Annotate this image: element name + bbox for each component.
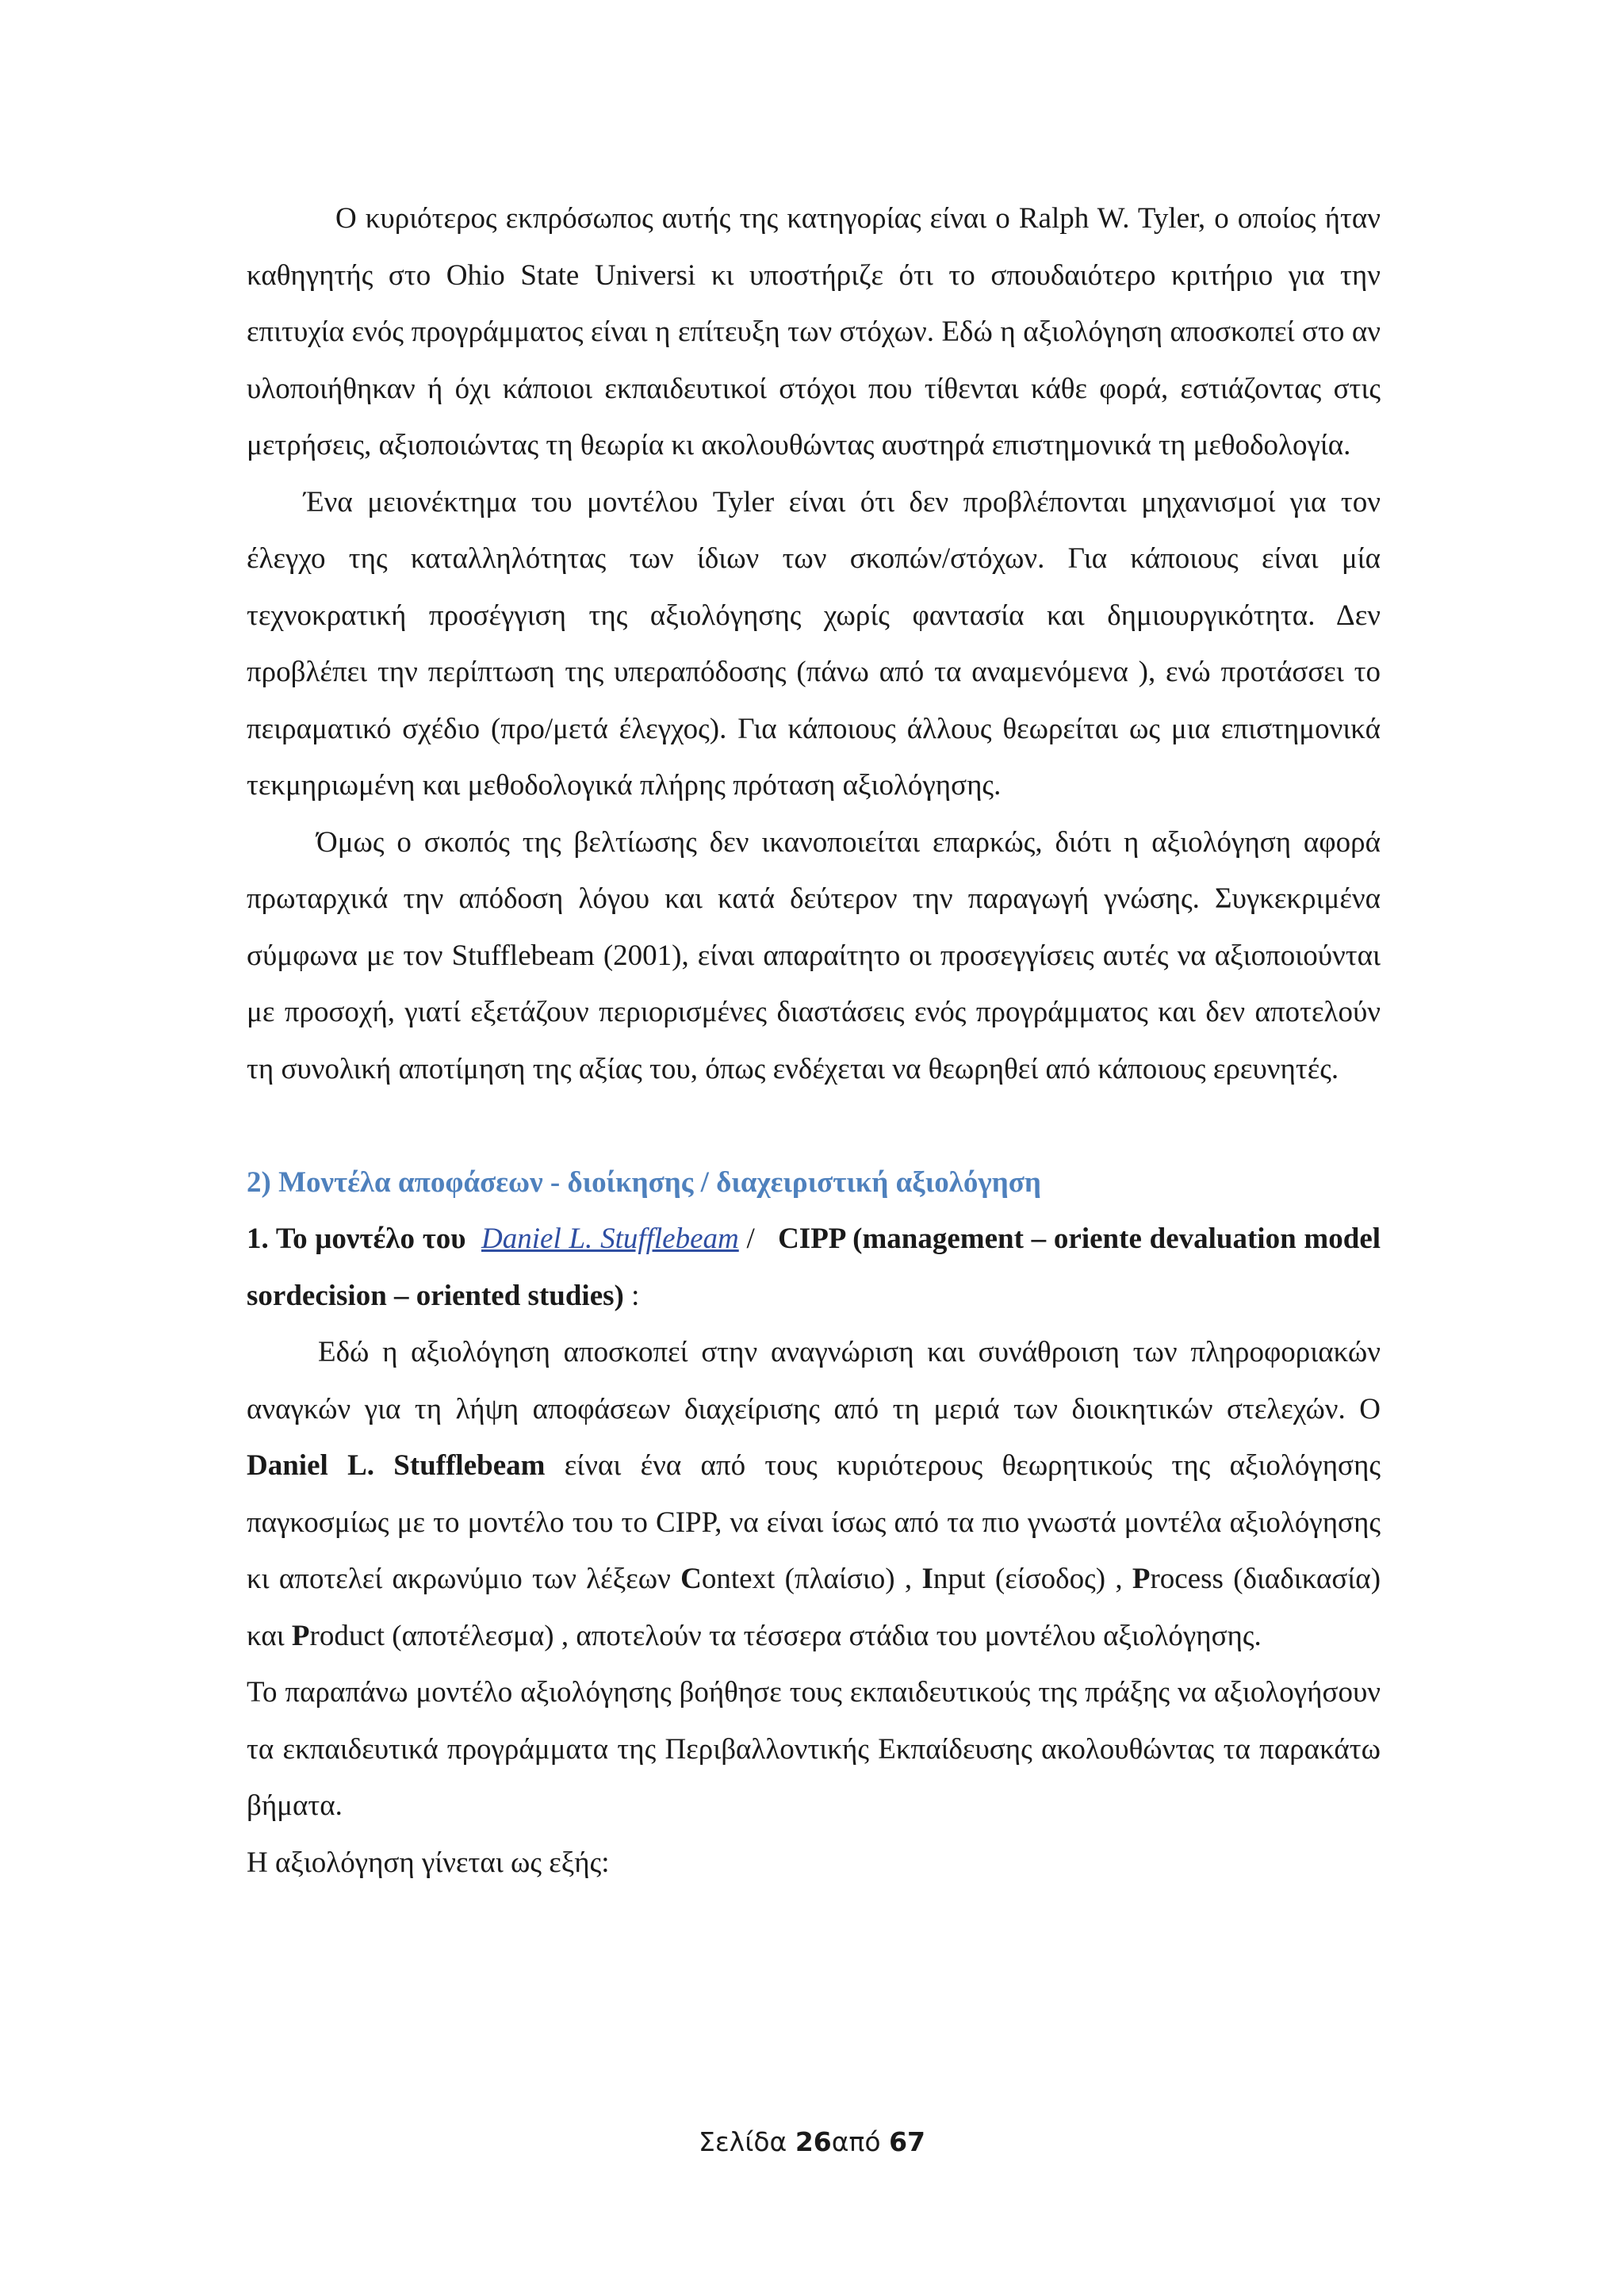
paragraph-steps-intro: Η αξιολόγηση γίνεται ως εξής:	[247, 1846, 610, 1879]
subheading-suffix: :	[631, 1279, 640, 1312]
page-content	[247, 190, 1381, 1891]
page-footer	[0, 2125, 1624, 2160]
blank-line	[247, 1097, 1381, 1154]
paragraph-cipp	[247, 1324, 1381, 1664]
acronym-context: ontext (πλαίσιο) ,	[701, 1563, 913, 1595]
cipp-text-part1: Εδώ η αξιολόγηση αποσκοπεί στην αναγνώριση και συνάθροιση των πληροφοριακών αναγκών για τη λήψη αποφάσεων διαχείρισης από τη μεριά των διοικητικών στελεχών. Ο	[247, 1336, 1381, 1425]
paragraph-tyler-drawbacks: Ένα μειονέκτημα του μοντέλου Tyler είναι ότι δεν προβλέπονται μηχανισμοί για τον έλεγχο της καταλληλότητας των ίδιων των σκοπών/στόχων. Για κάποιους είναι μία τεχνοκρατική προσέγγιση της αξιολόγησης χωρίς φαντασία και δημιουργικότητα. Δεν προβλέπει την περίπτωση της υπεραπόδοσης (πάνω από τα αναμενόμενα ), ενώ προτάσσει το πειραματικό σχέδιο (προ/μετά έλεγχος). Για κάποιους άλλους θεωρείται ως μια επιστημονικά τεκμηριωμένη και μεθοδολογικά πλήρης πρόταση αξιολόγησης.	[247, 485, 1381, 802]
footer-current-page: 26	[795, 2126, 832, 2157]
footer-of: από	[831, 2126, 881, 2157]
stufflebeam-link[interactable]: Daniel L. Stufflebeam	[481, 1223, 739, 1255]
subheading-rest: CIPP (management – oriente devaluation model sordecision – oriented studies)	[247, 1223, 1381, 1312]
footer-label: Σελίδα	[698, 2126, 787, 2157]
paragraph-application: Το παραπάνω μοντέλο αξιολόγησης βοήθησε τους εκπαιδευτικούς της πράξης να αξιολογήσουν τα εκπαιδευτικά προγράμματα της Περιβαλλοντικής Εκπαίδευσης ακολουθώντας τα παρακάτω βήματα.	[247, 1676, 1381, 1822]
section-heading: 2) Μοντέλα αποφάσεων - διοίκησης / διαχειριστική αξιολόγηση	[247, 1165, 1041, 1199]
acronym-letter-c: C	[680, 1563, 702, 1595]
subheading-separator: /	[746, 1223, 755, 1255]
acronym-process: rocess (διαδικασία) και	[247, 1563, 1381, 1652]
model-subheading	[247, 1211, 1381, 1324]
cipp-text-part2: είναι ένα από τους κυριότερους θεωρητικούς της αξιολόγησης παγκοσμίως με το μοντέλο του το CIPP, να είναι ίσως από τα πιο γνωστά μοντέλα αξιολόγησης κι αποτελεί ακρωνύμιο των λέξεων	[247, 1449, 1381, 1595]
stufflebeam-name: Daniel L. Stufflebeam	[247, 1449, 546, 1482]
acronym-letter-p2: P	[291, 1619, 310, 1652]
paragraph-tyler-intro: Ο κυριότερος εκπρόσωπος αυτής της κατηγορίας είναι ο Ralph W. Tyler, ο οποίος ήταν καθηγητής στο Ohio State Universi κι υποστήριζε ότι το σπουδαιότερο κριτήριο για την επιτυχία ενός προγράμματος είναι η επίτευξη των στόχων. Εδώ η αξιολόγηση αποσκοπεί στο αν υλοποιήθηκαν ή όχι κάποιοι εκπαιδευτικοί στόχοι που τίθενται κάθε φορά, εστιάζοντας στις μετρήσεις, αξιοποιώντας τη θεωρία κι ακολουθώντας αυστηρά επιστημονικά τη μεθοδολογία.	[247, 202, 1381, 461]
acronym-input: nput (είσοδος) ,	[933, 1563, 1123, 1595]
acronym-letter-i: I	[921, 1563, 933, 1595]
footer-total-pages: 67	[889, 2126, 925, 2157]
acronym-letter-p: P	[1132, 1563, 1151, 1595]
acronym-product: roduct (αποτέλεσμα) , αποτελούν τα τέσσερα στάδια του μοντέλου αξιολόγησης.	[309, 1619, 1262, 1652]
paragraph-improvement: Όμως ο σκοπός της βελτίωσης δεν ικανοποιείται επαρκώς, διότι η αξιολόγηση αφορά πρωταρχικά την απόδοση λόγου και κατά δεύτερον την παραγωγή γνώσης. Συγκεκριμένα σύμφωνα με τον Stufflebeam (2001), είναι απαραίτητο οι προσεγγίσεις αυτές να αξιοποιούνται με προσοχή, γιατί εξετάζουν περιορισμένες διαστάσεις ενός προγράμματος και δεν αποτελούν τη συνολική αποτίμηση της αξίας του, όπως ενδέχεται να θεωρηθεί από κάποιους ερευνητές.	[247, 825, 1381, 1085]
subheading-prefix: 1. Το μοντέλο του	[247, 1223, 466, 1255]
